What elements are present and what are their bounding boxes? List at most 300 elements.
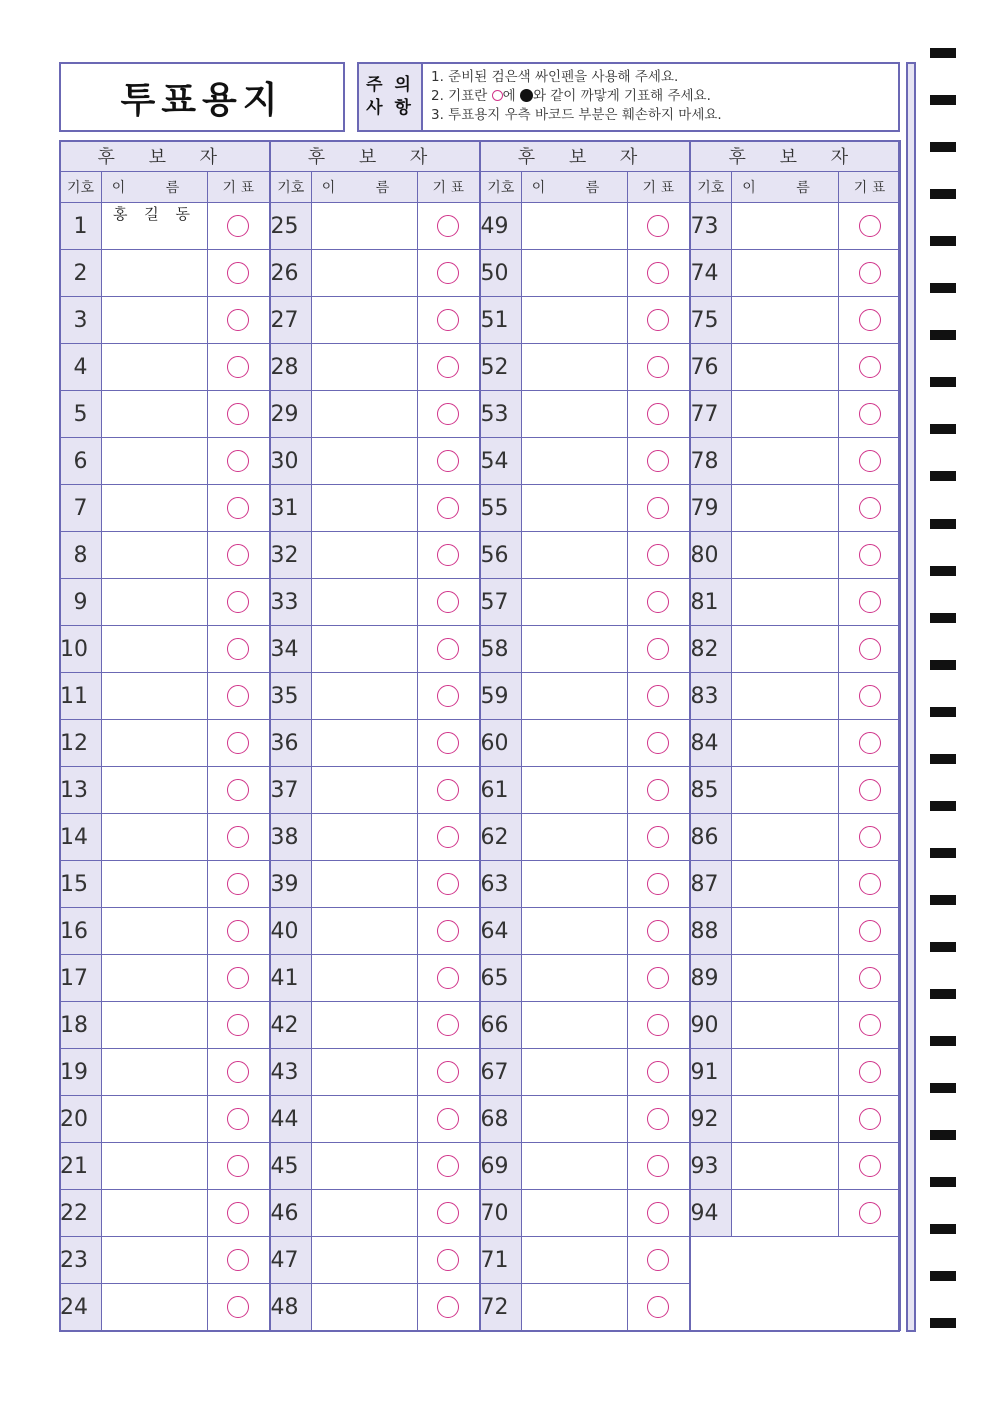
vote-circle-icon[interactable] [859, 1202, 881, 1224]
vote-cell[interactable] [208, 250, 270, 297]
vote-circle-icon[interactable] [227, 1014, 249, 1036]
vote-cell[interactable] [418, 344, 480, 391]
vote-cell[interactable] [418, 767, 480, 814]
vote-cell[interactable] [839, 485, 901, 532]
vote-circle-icon[interactable] [437, 1202, 459, 1224]
candidate-name [312, 955, 418, 1002]
vote-circle-icon[interactable] [437, 1296, 459, 1318]
vote-cell[interactable] [839, 720, 901, 767]
vote-cell[interactable] [418, 485, 480, 532]
vote-cell[interactable] [418, 532, 480, 579]
vote-circle-icon[interactable] [859, 1014, 881, 1036]
candidate-number: 91 [690, 1049, 732, 1096]
vote-cell[interactable] [628, 673, 690, 720]
vote-circle-icon[interactable] [227, 262, 249, 284]
vote-circle-icon[interactable] [437, 732, 459, 754]
candidate-number: 41 [270, 955, 312, 1002]
candidate-number: 80 [690, 532, 732, 579]
vote-circle-icon[interactable] [227, 1061, 249, 1083]
vote-cell[interactable] [208, 485, 270, 532]
candidate-name [522, 1237, 628, 1284]
vote-cell[interactable] [839, 203, 901, 250]
vote-circle-icon[interactable] [437, 1061, 459, 1083]
vote-cell[interactable] [839, 297, 901, 344]
candidate-name [102, 767, 208, 814]
candidate-name [102, 391, 208, 438]
vote-circle-icon[interactable] [859, 685, 881, 707]
vote-circle-icon[interactable] [647, 1296, 669, 1318]
table-row [60, 955, 901, 1002]
vote-circle-icon[interactable] [437, 450, 459, 472]
vote-circle-icon[interactable] [437, 497, 459, 519]
vote-circle-icon[interactable] [227, 920, 249, 942]
vote-circle-icon[interactable] [227, 1202, 249, 1224]
candidate-name [102, 579, 208, 626]
notice-line-3: 3. 투표용지 우측 바코드 부분은 훼손하지 마세요. [431, 107, 722, 123]
candidate-name [732, 391, 839, 438]
notice-box [357, 62, 900, 132]
vote-cell[interactable] [208, 391, 270, 438]
vote-column-header: 기 표 [208, 172, 270, 203]
candidate-number: 24 [60, 1284, 102, 1331]
vote-cell[interactable] [208, 579, 270, 626]
vote-circle-icon[interactable] [437, 403, 459, 425]
vote-cell[interactable] [418, 955, 480, 1002]
vote-circle-icon[interactable] [227, 1155, 249, 1177]
vote-cell[interactable] [208, 720, 270, 767]
vote-circle-icon[interactable] [647, 732, 669, 754]
vote-circle-icon[interactable] [647, 1061, 669, 1083]
candidate-number: 7 [60, 485, 102, 532]
candidate-number: 53 [480, 391, 522, 438]
vote-cell[interactable] [418, 1002, 480, 1049]
table-row [60, 1190, 901, 1237]
candidate-name [102, 1284, 208, 1331]
vote-cell[interactable] [628, 767, 690, 814]
vote-circle-icon[interactable] [859, 1155, 881, 1177]
candidate-number: 84 [690, 720, 732, 767]
vote-column-header: 기 표 [418, 172, 480, 203]
candidate-number: 48 [270, 1284, 312, 1331]
vote-circle-icon[interactable] [437, 1155, 459, 1177]
vote-cell[interactable] [208, 955, 270, 1002]
vote-circle-icon[interactable] [227, 638, 249, 660]
vote-circle-icon[interactable] [437, 544, 459, 566]
vote-circle-icon[interactable] [647, 873, 669, 895]
vote-circle-icon[interactable] [437, 262, 459, 284]
candidate-name [522, 626, 628, 673]
vote-circle-icon[interactable] [227, 544, 249, 566]
vote-cell[interactable] [839, 626, 901, 673]
candidate-name [312, 250, 418, 297]
vote-cell[interactable] [628, 297, 690, 344]
vote-circle-icon[interactable] [437, 638, 459, 660]
vote-cell[interactable] [208, 673, 270, 720]
vote-cell[interactable] [208, 297, 270, 344]
vote-cell[interactable] [418, 250, 480, 297]
vote-circle-icon[interactable] [859, 638, 881, 660]
candidate-number: 13 [60, 767, 102, 814]
vote-circle-icon[interactable] [859, 873, 881, 895]
vote-circle-icon[interactable] [647, 967, 669, 989]
vote-circle-icon[interactable] [647, 497, 669, 519]
vote-cell[interactable] [418, 438, 480, 485]
vote-circle-icon[interactable] [647, 1014, 669, 1036]
candidate-name [522, 485, 628, 532]
vote-circle-icon[interactable] [859, 262, 881, 284]
vote-circle-icon[interactable] [227, 591, 249, 613]
candidate-name [312, 1049, 418, 1096]
vote-cell[interactable] [839, 767, 901, 814]
vote-cell[interactable] [418, 626, 480, 673]
candidate-number: 57 [480, 579, 522, 626]
number-column-header: 기호 [690, 172, 732, 203]
candidate-number: 46 [270, 1190, 312, 1237]
candidate-number: 70 [480, 1190, 522, 1237]
vote-circle-icon[interactable] [437, 1108, 459, 1130]
empty-area [690, 1237, 901, 1331]
candidate-number: 59 [480, 673, 522, 720]
vote-circle-icon[interactable] [437, 215, 459, 237]
vote-cell[interactable] [839, 344, 901, 391]
vote-cell[interactable] [628, 1284, 690, 1331]
vote-cell[interactable] [418, 720, 480, 767]
vote-circle-icon[interactable] [227, 497, 249, 519]
vote-circle-icon[interactable] [647, 1108, 669, 1130]
vote-cell[interactable] [208, 1002, 270, 1049]
candidate-number: 60 [480, 720, 522, 767]
vote-circle-icon[interactable] [227, 309, 249, 331]
candidate-name [312, 767, 418, 814]
vote-cell[interactable] [839, 861, 901, 908]
vote-circle-icon[interactable] [227, 873, 249, 895]
vote-cell[interactable] [628, 1002, 690, 1049]
candidate-name [522, 1190, 628, 1237]
candidate-number: 14 [60, 814, 102, 861]
vote-circle-icon[interactable] [227, 215, 249, 237]
candidate-name [312, 297, 418, 344]
vote-circle-icon[interactable] [437, 1014, 459, 1036]
candidate-name [732, 250, 839, 297]
candidate-name [102, 297, 208, 344]
vote-circle-icon[interactable] [647, 356, 669, 378]
vote-circle-icon[interactable] [227, 732, 249, 754]
vote-cell[interactable] [418, 1190, 480, 1237]
vote-cell[interactable] [418, 908, 480, 955]
candidate-number: 11 [60, 673, 102, 720]
vote-cell[interactable] [628, 814, 690, 861]
vote-cell[interactable] [418, 1143, 480, 1190]
candidate-number: 20 [60, 1096, 102, 1143]
candidate-number: 85 [690, 767, 732, 814]
timing-mark [930, 519, 956, 529]
vote-cell[interactable] [628, 203, 690, 250]
vote-circle-icon[interactable] [647, 685, 669, 707]
vote-circle-icon[interactable] [647, 450, 669, 472]
vote-circle-icon[interactable] [859, 1061, 881, 1083]
vote-circle-icon[interactable] [647, 638, 669, 660]
vote-cell[interactable] [418, 1284, 480, 1331]
vote-circle-icon[interactable] [227, 779, 249, 801]
vote-circle-icon[interactable] [859, 309, 881, 331]
number-column-header: 기호 [60, 172, 102, 203]
vote-circle-icon[interactable] [859, 544, 881, 566]
vote-circle-icon[interactable] [647, 826, 669, 848]
vote-circle-icon[interactable] [647, 1155, 669, 1177]
vote-cell[interactable] [839, 908, 901, 955]
notice-line-2-mid: 에 [502, 88, 520, 104]
vote-cell[interactable] [839, 579, 901, 626]
vote-circle-icon[interactable] [227, 1249, 249, 1271]
candidate-number: 5 [60, 391, 102, 438]
candidate-number: 54 [480, 438, 522, 485]
candidate-name [102, 814, 208, 861]
vote-cell[interactable] [839, 391, 901, 438]
candidate-number: 51 [480, 297, 522, 344]
ballot-body [60, 203, 901, 1331]
vote-cell[interactable] [418, 391, 480, 438]
candidate-number: 33 [270, 579, 312, 626]
candidate-number: 22 [60, 1190, 102, 1237]
vote-circle-icon[interactable] [227, 826, 249, 848]
vote-circle-icon[interactable] [647, 309, 669, 331]
vote-cell[interactable] [418, 814, 480, 861]
vote-cell[interactable] [208, 438, 270, 485]
table-row [60, 908, 901, 955]
vote-cell[interactable] [628, 532, 690, 579]
vote-cell[interactable] [208, 532, 270, 579]
vote-cell[interactable] [628, 344, 690, 391]
vote-cell[interactable] [208, 1049, 270, 1096]
candidate-name [522, 532, 628, 579]
notice-label-line2: 사 항 [366, 98, 414, 118]
vote-cell[interactable] [418, 1237, 480, 1284]
candidate-number: 82 [690, 626, 732, 673]
vote-circle-icon[interactable] [647, 1202, 669, 1224]
timing-marks [930, 0, 956, 1403]
vote-circle-icon[interactable] [227, 356, 249, 378]
timing-mark [930, 283, 956, 293]
candidate-number: 39 [270, 861, 312, 908]
candidate-name [522, 579, 628, 626]
candidate-number: 4 [60, 344, 102, 391]
vote-cell[interactable] [208, 1096, 270, 1143]
vote-circle-icon[interactable] [647, 403, 669, 425]
vote-circle-icon[interactable] [647, 591, 669, 613]
vote-cell[interactable] [628, 438, 690, 485]
vote-circle-icon[interactable] [859, 591, 881, 613]
vote-cell[interactable] [628, 955, 690, 1002]
candidate-number: 92 [690, 1096, 732, 1143]
vote-cell[interactable] [628, 1143, 690, 1190]
vote-cell[interactable] [628, 485, 690, 532]
vote-circle-icon[interactable] [437, 685, 459, 707]
vote-cell[interactable] [839, 673, 901, 720]
candidate-number: 81 [690, 579, 732, 626]
candidate-name [522, 391, 628, 438]
vote-circle-icon[interactable] [647, 779, 669, 801]
vote-circle-icon[interactable] [647, 544, 669, 566]
vote-cell[interactable] [208, 626, 270, 673]
vote-cell[interactable] [418, 861, 480, 908]
candidate-number: 34 [270, 626, 312, 673]
vote-cell[interactable] [418, 673, 480, 720]
vote-circle-icon[interactable] [859, 215, 881, 237]
candidate-number: 16 [60, 908, 102, 955]
vote-circle-icon[interactable] [437, 591, 459, 613]
vote-cell[interactable] [628, 1237, 690, 1284]
vote-cell[interactable] [418, 1049, 480, 1096]
vote-cell[interactable] [628, 720, 690, 767]
vote-column-header: 기 표 [628, 172, 690, 203]
vote-circle-icon[interactable] [227, 450, 249, 472]
candidate-name [312, 1190, 418, 1237]
candidate-number: 44 [270, 1096, 312, 1143]
vote-cell[interactable] [208, 1237, 270, 1284]
candidate-name: 홍 길 동 [102, 203, 208, 250]
vote-cell[interactable] [839, 438, 901, 485]
candidate-name [312, 1284, 418, 1331]
vote-cell[interactable] [418, 579, 480, 626]
vote-cell[interactable] [208, 814, 270, 861]
candidate-name [102, 1237, 208, 1284]
vote-cell[interactable] [839, 1143, 901, 1190]
vote-cell[interactable] [839, 532, 901, 579]
table-row [60, 1096, 901, 1143]
vote-circle-icon[interactable] [227, 1296, 249, 1318]
table-row [60, 532, 901, 579]
vote-circle-icon[interactable] [647, 920, 669, 942]
vote-cell[interactable] [628, 861, 690, 908]
candidate-number: 94 [690, 1190, 732, 1237]
vote-circle-icon[interactable] [859, 826, 881, 848]
vote-circle-icon[interactable] [437, 967, 459, 989]
candidate-name [522, 438, 628, 485]
vote-cell[interactable] [208, 1190, 270, 1237]
vote-circle-icon[interactable] [859, 967, 881, 989]
number-column-header: 기호 [480, 172, 522, 203]
candidate-number: 52 [480, 344, 522, 391]
vote-circle-icon[interactable] [647, 1249, 669, 1271]
vote-cell[interactable] [839, 1096, 901, 1143]
candidate-number: 87 [690, 861, 732, 908]
vote-cell[interactable] [208, 203, 270, 250]
candidate-number: 45 [270, 1143, 312, 1190]
vote-circle-icon[interactable] [859, 732, 881, 754]
candidate-name [312, 908, 418, 955]
vote-circle-icon[interactable] [859, 450, 881, 472]
candidate-name [732, 767, 839, 814]
vote-cell[interactable] [208, 861, 270, 908]
vote-circle-icon[interactable] [437, 309, 459, 331]
vote-circle-icon[interactable] [227, 1108, 249, 1130]
vote-cell[interactable] [208, 767, 270, 814]
vote-cell[interactable] [839, 814, 901, 861]
vote-cell[interactable] [628, 1096, 690, 1143]
vote-cell[interactable] [839, 955, 901, 1002]
filled-circle-icon [520, 89, 533, 102]
vote-cell[interactable] [628, 1190, 690, 1237]
candidate-name [522, 1284, 628, 1331]
vote-circle-icon[interactable] [859, 779, 881, 801]
vote-circle-icon[interactable] [437, 873, 459, 895]
timing-mark [930, 142, 956, 152]
candidate-name [732, 344, 839, 391]
vote-circle-icon[interactable] [227, 403, 249, 425]
vote-circle-icon[interactable] [227, 685, 249, 707]
candidate-number: 21 [60, 1143, 102, 1190]
vote-circle-icon[interactable] [859, 920, 881, 942]
candidate-name [522, 344, 628, 391]
vote-cell[interactable] [628, 579, 690, 626]
candidate-number: 86 [690, 814, 732, 861]
vote-circle-icon[interactable] [437, 826, 459, 848]
vote-circle-icon[interactable] [437, 356, 459, 378]
vote-cell[interactable] [418, 1096, 480, 1143]
candidate-number: 2 [60, 250, 102, 297]
vote-cell[interactable] [628, 391, 690, 438]
candidate-name [312, 1237, 418, 1284]
vote-cell[interactable] [208, 908, 270, 955]
vote-circle-icon[interactable] [437, 920, 459, 942]
vote-cell[interactable] [628, 1049, 690, 1096]
candidate-name [732, 814, 839, 861]
vote-cell[interactable] [628, 250, 690, 297]
vote-circle-icon[interactable] [859, 356, 881, 378]
candidate-name [312, 203, 418, 250]
candidate-number: 55 [480, 485, 522, 532]
candidate-number: 89 [690, 955, 732, 1002]
candidate-number: 68 [480, 1096, 522, 1143]
vote-circle-icon[interactable] [859, 497, 881, 519]
candidate-number: 35 [270, 673, 312, 720]
vote-circle-icon[interactable] [227, 967, 249, 989]
vote-cell[interactable] [208, 1284, 270, 1331]
vote-circle-icon[interactable] [437, 779, 459, 801]
timing-mark [930, 95, 956, 105]
candidate-number: 66 [480, 1002, 522, 1049]
vote-cell[interactable] [628, 908, 690, 955]
candidate-number: 71 [480, 1237, 522, 1284]
vote-cell[interactable] [628, 626, 690, 673]
vote-cell[interactable] [418, 203, 480, 250]
vote-circle-icon[interactable] [859, 1108, 881, 1130]
vote-cell[interactable] [839, 250, 901, 297]
side-rail [906, 62, 916, 1332]
candidate-name [102, 1002, 208, 1049]
timing-mark [930, 566, 956, 576]
vote-cell[interactable] [839, 1190, 901, 1237]
candidate-name [102, 673, 208, 720]
vote-circle-icon[interactable] [647, 262, 669, 284]
vote-cell[interactable] [208, 1143, 270, 1190]
vote-cell[interactable] [839, 1049, 901, 1096]
candidate-name [732, 908, 839, 955]
vote-cell[interactable] [418, 297, 480, 344]
vote-circle-icon[interactable] [647, 215, 669, 237]
candidate-number: 90 [690, 1002, 732, 1049]
vote-cell[interactable] [208, 344, 270, 391]
candidate-number: 32 [270, 532, 312, 579]
timing-mark [930, 330, 956, 340]
vote-circle-icon[interactable] [859, 403, 881, 425]
timing-mark [930, 48, 956, 58]
vote-cell[interactable] [839, 1002, 901, 1049]
vote-circle-icon[interactable] [437, 1249, 459, 1271]
vote-column-header: 기 표 [839, 172, 901, 203]
candidate-number: 76 [690, 344, 732, 391]
timing-mark [930, 424, 956, 434]
